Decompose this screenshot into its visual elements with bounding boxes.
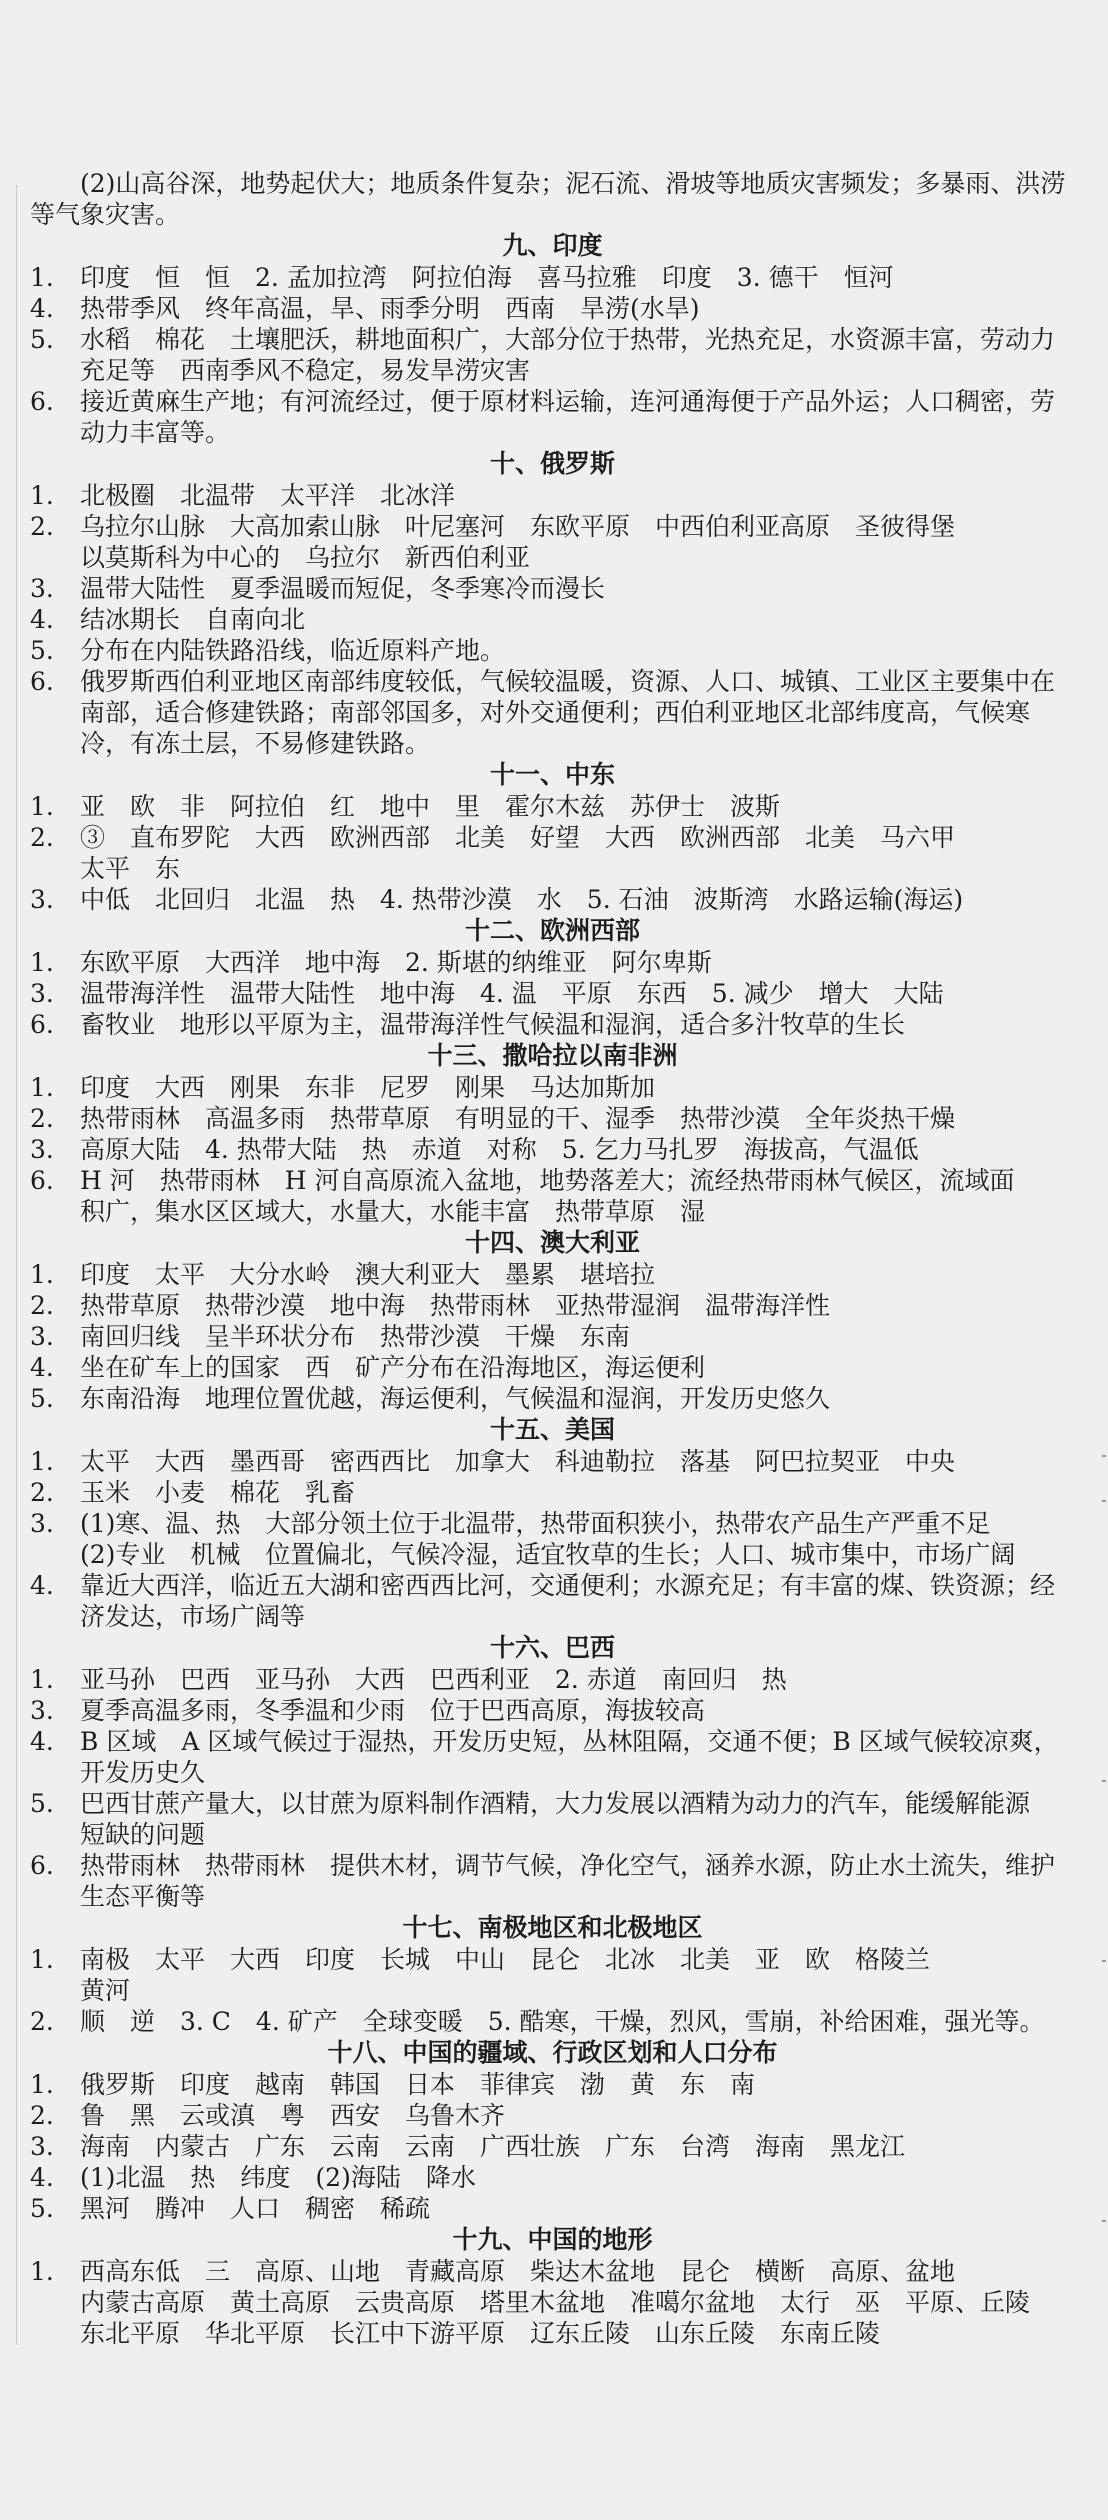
answer-item bbox=[30, 1570, 1075, 1632]
section-title: 十五、美国 bbox=[489, 1415, 615, 1444]
item-line: B 区域 A 区域气候过于湿热，开发历史短，丛林阻隔，交通不便；B 区域气候较凉爽， bbox=[80, 1727, 1059, 1756]
item-line: 以莫斯科为中心的 乌拉尔 新西伯利亚 bbox=[80, 543, 531, 572]
item-line: 巴西甘蔗产量大，以甘蔗为原料制作酒精，大力发展以酒精为动力的汽车，能缓解能源 bbox=[80, 1789, 1031, 1818]
answer-item bbox=[30, 1103, 1075, 1134]
item-body bbox=[80, 2256, 1030, 2349]
item-number: 6. bbox=[30, 667, 54, 696]
item-body bbox=[80, 1446, 955, 1477]
answer-item bbox=[30, 666, 1075, 759]
item-number: 4. bbox=[30, 294, 54, 323]
item-body bbox=[80, 2069, 755, 2100]
item-body bbox=[80, 1259, 655, 1290]
item-number: 5. bbox=[30, 325, 54, 354]
answer-item bbox=[30, 978, 1075, 1009]
item-number: 6. bbox=[30, 1010, 54, 1039]
item-line: 热带雨林 高温多雨 热带草原 有明显的干、湿季 热带沙漠 全年炎热干燥 bbox=[80, 1104, 956, 1133]
edge-mark bbox=[1102, 1455, 1106, 1457]
item-line: 亚马孙 巴西 亚马孙 大西 巴西利亚 2. 赤道 南回归 热 bbox=[80, 1665, 787, 1694]
item-body bbox=[80, 573, 605, 604]
item-number: 2. bbox=[30, 1478, 54, 1507]
answer-item bbox=[30, 1134, 1075, 1165]
answer-item bbox=[30, 791, 1075, 822]
item-number: 3. bbox=[30, 979, 54, 1008]
item-number: 6. bbox=[30, 387, 54, 416]
item-body bbox=[80, 1321, 630, 1352]
item-line: 热带季风 终年高温，旱、雨季分明 西南 旱涝(水旱) bbox=[80, 294, 700, 323]
answer-item bbox=[30, 1508, 1075, 1570]
answer-item bbox=[30, 480, 1075, 511]
item-body bbox=[80, 2193, 430, 2224]
item-body bbox=[80, 386, 1055, 448]
item-number: 3. bbox=[30, 1322, 54, 1351]
answer-item bbox=[30, 2069, 1075, 2100]
section-title: 十四、澳大利亚 bbox=[464, 1228, 640, 1257]
item-line: (1)寒、温、热 大部分领土位于北温带，热带面积狭小，热带农产品生产严重不足 bbox=[80, 1509, 991, 1538]
answer-item bbox=[30, 1944, 1075, 2006]
item-line: 乌拉尔山脉 大高加索山脉 叶尼塞河 东欧平原 中西伯利亚高原 圣彼得堡 bbox=[80, 512, 956, 541]
item-body bbox=[80, 666, 1055, 759]
item-line: 北极圈 北温带 太平洋 北冰洋 bbox=[80, 481, 456, 510]
answer-item bbox=[30, 573, 1075, 604]
item-number: 1. bbox=[30, 792, 54, 821]
item-body bbox=[80, 324, 1055, 386]
item-number: 1. bbox=[30, 2257, 54, 2286]
item-line: 热带雨林 热带雨林 提供木材，调节气候，净化空气，涵养水源，防止水土流失，维护 bbox=[80, 1851, 1056, 1880]
item-number: 1. bbox=[30, 2070, 54, 2099]
item-body bbox=[80, 822, 955, 884]
answer-item bbox=[30, 1383, 1075, 1414]
item-line: 积广，集水区区域大，水量大，水能丰富 热带草原 湿 bbox=[80, 1197, 706, 1226]
item-line: 夏季高温多雨，冬季温和少雨 位于巴西高原，海拔较高 bbox=[80, 1696, 706, 1725]
item-line: 开发历史久 bbox=[80, 1758, 206, 1787]
item-number: 2. bbox=[30, 1291, 54, 1320]
item-line: 靠近大西洋，临近五大湖和密西西比河，交通便利；水源充足；有丰富的煤、铁资源；经 bbox=[80, 1571, 1056, 1600]
item-number: 6. bbox=[30, 1851, 54, 1880]
edge-mark bbox=[1102, 1780, 1106, 1782]
answer-item bbox=[30, 1726, 1075, 1788]
answer-item bbox=[30, 822, 1075, 884]
item-body bbox=[80, 1788, 1030, 1850]
answer-item bbox=[30, 1664, 1075, 1695]
answer-item bbox=[30, 947, 1075, 978]
item-body bbox=[80, 1165, 1015, 1227]
answer-item bbox=[30, 262, 1075, 293]
item-body bbox=[80, 884, 963, 915]
item-line: 热带草原 热带沙漠 地中海 热带雨林 亚热带湿润 温带海洋性 bbox=[80, 1291, 831, 1320]
answer-item bbox=[30, 386, 1075, 448]
item-line: 充足等 西南季风不稳定，易发旱涝灾害 bbox=[80, 356, 531, 385]
section-title: 十七、南极地区和北极地区 bbox=[402, 1913, 703, 1942]
item-line: 畜牧业 地形以平原为主，温带海洋性气候温和湿润，适合多汁牧草的生长 bbox=[80, 1010, 906, 1039]
answer-item bbox=[30, 1850, 1075, 1912]
item-body bbox=[80, 1134, 919, 1165]
item-number: 3. bbox=[30, 1509, 54, 1538]
answer-item bbox=[30, 2162, 1075, 2193]
item-number: 2. bbox=[30, 512, 54, 541]
item-line: 海南 内蒙古 广东 云南 云南 广西壮族 广东 台湾 海南 黑龙江 bbox=[80, 2132, 906, 2161]
item-line: 鲁 黑 云或滇 粤 西安 乌鲁木齐 bbox=[80, 2101, 506, 2130]
item-number: 1. bbox=[30, 948, 54, 977]
margin-rule bbox=[16, 185, 17, 2345]
item-number: 2. bbox=[30, 2007, 54, 2036]
edge-mark bbox=[1102, 1500, 1106, 1502]
item-number: 1. bbox=[30, 1945, 54, 1974]
section-title: 十八、中国的疆域、行政区划和人口分布 bbox=[327, 2038, 778, 2067]
answer-item bbox=[30, 324, 1075, 386]
item-body bbox=[80, 293, 700, 324]
item-line: 高原大陆 4. 热带大陆 热 赤道 对称 5. 乞力马扎罗 海拔高，气温低 bbox=[80, 1135, 919, 1164]
item-body bbox=[80, 1352, 705, 1383]
item-number: 5. bbox=[30, 1384, 54, 1413]
item-line: 黄河 bbox=[80, 1976, 131, 2005]
item-body bbox=[80, 1290, 830, 1321]
item-line: 西高东低 三 高原、山地 青藏高原 柴达木盆地 昆仑 横断 高原、盆地 bbox=[80, 2257, 956, 2286]
answer-item bbox=[30, 1072, 1075, 1103]
answer-item bbox=[30, 1290, 1075, 1321]
item-number: 4. bbox=[30, 1353, 54, 1382]
item-number: 5. bbox=[30, 2194, 54, 2223]
item-line: 济发达，市场广阔等 bbox=[80, 1602, 306, 1631]
item-line: 太平 大西 墨西哥 密西西比 加拿大 科迪勒拉 落基 阿巴拉契亚 中央 bbox=[80, 1447, 956, 1476]
item-line: 冷，有冻土层，不易修建铁路。 bbox=[80, 729, 431, 758]
item-line: ③ 直布罗陀 大西 欧洲西部 北美 好望 大西 欧洲西部 北美 马六甲 bbox=[80, 823, 956, 852]
item-body bbox=[80, 2006, 1045, 2037]
answer-item bbox=[30, 1695, 1075, 1726]
item-line: 中低 北回归 北温 热 4. 热带沙漠 水 5. 石油 波斯湾 水路运输(海运) bbox=[80, 885, 964, 914]
item-line: 温带海洋性 温带大陆性 地中海 4. 温 平原 东西 5. 减少 增大 大陆 bbox=[80, 979, 944, 1008]
answer-item bbox=[30, 2131, 1075, 2162]
item-line: 东南沿海 地理位置优越，海运便利，气候温和湿润，开发历史悠久 bbox=[80, 1384, 831, 1413]
item-line: (2)专业 机械 位置偏北，气候冷湿，适宜牧草的生长；人口、城市集中，市场广阔 bbox=[80, 1540, 1016, 1569]
item-line: 东欧平原 大西洋 地中海 2. 斯堪的纳维亚 阿尔卑斯 bbox=[80, 948, 712, 977]
item-number: 3. bbox=[30, 1696, 54, 1725]
item-line: 接近黄麻生产地；有河流经过，便于原材料运输，连河通海便于产品外运；人口稠密，劳 bbox=[80, 387, 1056, 416]
item-body bbox=[80, 1103, 955, 1134]
item-line: 太平 东 bbox=[80, 854, 181, 883]
item-line: 黑河 腾冲 人口 稠密 稀疏 bbox=[80, 2194, 431, 2223]
item-line: 南回归线 呈半环状分布 热带沙漠 干燥 东南 bbox=[80, 1322, 631, 1351]
section-title: 十三、撒哈拉以南非洲 bbox=[427, 1041, 678, 1070]
item-number: 3. bbox=[30, 574, 54, 603]
item-line: 玉米 小麦 棉花 乳畜 bbox=[80, 1478, 356, 1507]
item-number: 4. bbox=[30, 1571, 54, 1600]
section-title: 十一、中东 bbox=[489, 760, 615, 789]
item-body bbox=[80, 1508, 1015, 1570]
answer-item bbox=[30, 1352, 1075, 1383]
item-line: (1)北温 热 纬度 (2)海陆 降水 bbox=[80, 2163, 476, 2192]
item-number: 1. bbox=[30, 1665, 54, 1694]
item-line: 印度 太平 大分水岭 澳大利亚大 墨累 堪培拉 bbox=[80, 1260, 656, 1289]
item-body bbox=[80, 2131, 905, 2162]
item-body bbox=[80, 635, 505, 666]
item-number: 1. bbox=[30, 481, 54, 510]
item-line: 生态平衡等 bbox=[80, 1882, 206, 1911]
item-line: 内蒙古高原 黄土高原 云贵高原 塔里木盆地 准噶尔盆地 太行 巫 平原、丘陵 bbox=[80, 2288, 1031, 2317]
item-body bbox=[80, 947, 712, 978]
item-body bbox=[80, 1009, 905, 1040]
section-title: 十九、中国的地形 bbox=[452, 2225, 653, 2254]
edge-mark bbox=[1102, 2220, 1106, 2222]
item-line: 南部，适合修建铁路；南部邻国多，对外交通便利；西伯利亚地区北部纬度高，气候寒 bbox=[80, 698, 1031, 727]
item-number: 5. bbox=[30, 1789, 54, 1818]
answer-item bbox=[30, 1788, 1075, 1850]
answer-item bbox=[30, 604, 1075, 635]
answer-item bbox=[30, 2006, 1075, 2037]
item-line: 俄罗斯西伯利亚地区南部纬度较低，气候较温暖，资源、人口、城镇、工业区主要集中在 bbox=[80, 667, 1056, 696]
item-number: 2. bbox=[30, 823, 54, 852]
answer-item bbox=[30, 293, 1075, 324]
item-body bbox=[80, 1850, 1055, 1912]
item-body bbox=[80, 978, 944, 1009]
item-number: 6. bbox=[30, 1166, 54, 1195]
item-body bbox=[80, 1072, 655, 1103]
answer-item bbox=[30, 1446, 1075, 1477]
answer-item bbox=[30, 1009, 1075, 1040]
answer-item bbox=[30, 1165, 1075, 1227]
item-body bbox=[80, 791, 780, 822]
intro-line: 等气象灾害。 bbox=[30, 200, 181, 229]
answer-item bbox=[30, 2193, 1075, 2224]
item-number: 1. bbox=[30, 1260, 54, 1289]
section-title: 十二、欧洲西部 bbox=[464, 916, 640, 945]
item-body bbox=[80, 2100, 505, 2131]
section-title: 十、俄罗斯 bbox=[489, 449, 615, 478]
item-line: 坐在矿车上的国家 西 矿产分布在沿海地区，海运便利 bbox=[80, 1353, 706, 1382]
item-number: 1. bbox=[30, 1447, 54, 1476]
answer-item bbox=[30, 1259, 1075, 1290]
item-number: 3. bbox=[30, 1135, 54, 1164]
answer-item bbox=[30, 1321, 1075, 1352]
item-line: 印度 大西 刚果 东非 尼罗 刚果 马达加斯加 bbox=[80, 1073, 656, 1102]
item-number: 4. bbox=[30, 1727, 54, 1756]
item-line: 南极 太平 大西 印度 长城 中山 昆仑 北冰 北美 亚 欧 格陵兰 bbox=[80, 1945, 931, 1974]
edge-mark bbox=[1102, 1960, 1106, 1962]
item-line: 分布在内陆铁路沿线，临近原料产地。 bbox=[80, 636, 506, 665]
item-line: 动力丰富等。 bbox=[80, 418, 231, 447]
intro-line: (2)山高谷深，地势起伏大；地质条件复杂；泥石流、滑坡等地质灾害频发；多暴雨、洪涝 bbox=[80, 169, 1066, 198]
item-body bbox=[80, 1726, 1059, 1788]
item-line: 温带大陆性 夏季温暖而短促，冬季寒冷而漫长 bbox=[80, 574, 606, 603]
item-number: 5. bbox=[30, 636, 54, 665]
item-line: 俄罗斯 印度 越南 韩国 日本 菲律宾 渤 黄 东 南 bbox=[80, 2070, 756, 2099]
item-body bbox=[80, 1944, 930, 2006]
answer-item bbox=[30, 511, 1075, 573]
item-body bbox=[80, 262, 894, 293]
item-body bbox=[80, 1383, 830, 1414]
item-number: 2. bbox=[30, 2101, 54, 2130]
item-line: 印度 恒 恒 2. 孟加拉湾 阿拉伯海 喜马拉雅 印度 3. 德干 恒河 bbox=[80, 263, 894, 292]
item-number: 3. bbox=[30, 885, 54, 914]
item-number: 2. bbox=[30, 1104, 54, 1133]
answer-item bbox=[30, 884, 1075, 915]
item-body bbox=[80, 1477, 355, 1508]
item-body bbox=[80, 604, 305, 635]
item-body bbox=[80, 480, 455, 511]
item-number: 4. bbox=[30, 2163, 54, 2192]
edge-marks bbox=[1096, 0, 1106, 2520]
item-line: 东北平原 华北平原 长江中下游平原 辽东丘陵 山东丘陵 东南丘陵 bbox=[80, 2319, 881, 2348]
answer-item bbox=[30, 2256, 1075, 2349]
item-body bbox=[80, 2162, 476, 2193]
item-line: 亚 欧 非 阿拉伯 红 地中 里 霍尔木兹 苏伊士 波斯 bbox=[80, 792, 781, 821]
item-body bbox=[80, 1664, 787, 1695]
answer-item bbox=[30, 1477, 1075, 1508]
item-line: 顺 逆 3. C 4. 矿产 全球变暖 5. 酷寒，干燥，烈风，雪崩，补给困难，强光等。 bbox=[80, 2007, 1045, 2036]
answer-content bbox=[30, 168, 1075, 2349]
section-title: 九、印度 bbox=[502, 231, 603, 260]
item-number: 1. bbox=[30, 1073, 54, 1102]
item-body bbox=[80, 511, 955, 573]
item-line: 水稻 棉花 土壤肥沃，耕地面积广，大部分位于热带，光热充足，水资源丰富，劳动力 bbox=[80, 325, 1056, 354]
item-line: H 河 热带雨林 H 河自高原流入盆地，地势落差大；流经热带雨林气候区，流域面 bbox=[80, 1166, 1015, 1195]
item-line: 结冰期长 自南向北 bbox=[80, 605, 306, 634]
item-body bbox=[80, 1695, 705, 1726]
item-number: 4. bbox=[30, 605, 54, 634]
answer-item bbox=[30, 2100, 1075, 2131]
item-number: 1. bbox=[30, 263, 54, 292]
answer-item bbox=[30, 635, 1075, 666]
item-number: 3. bbox=[30, 2132, 54, 2161]
item-body bbox=[80, 1570, 1055, 1632]
section-title: 十六、巴西 bbox=[489, 1633, 615, 1662]
item-line: 短缺的问题 bbox=[80, 1820, 206, 1849]
